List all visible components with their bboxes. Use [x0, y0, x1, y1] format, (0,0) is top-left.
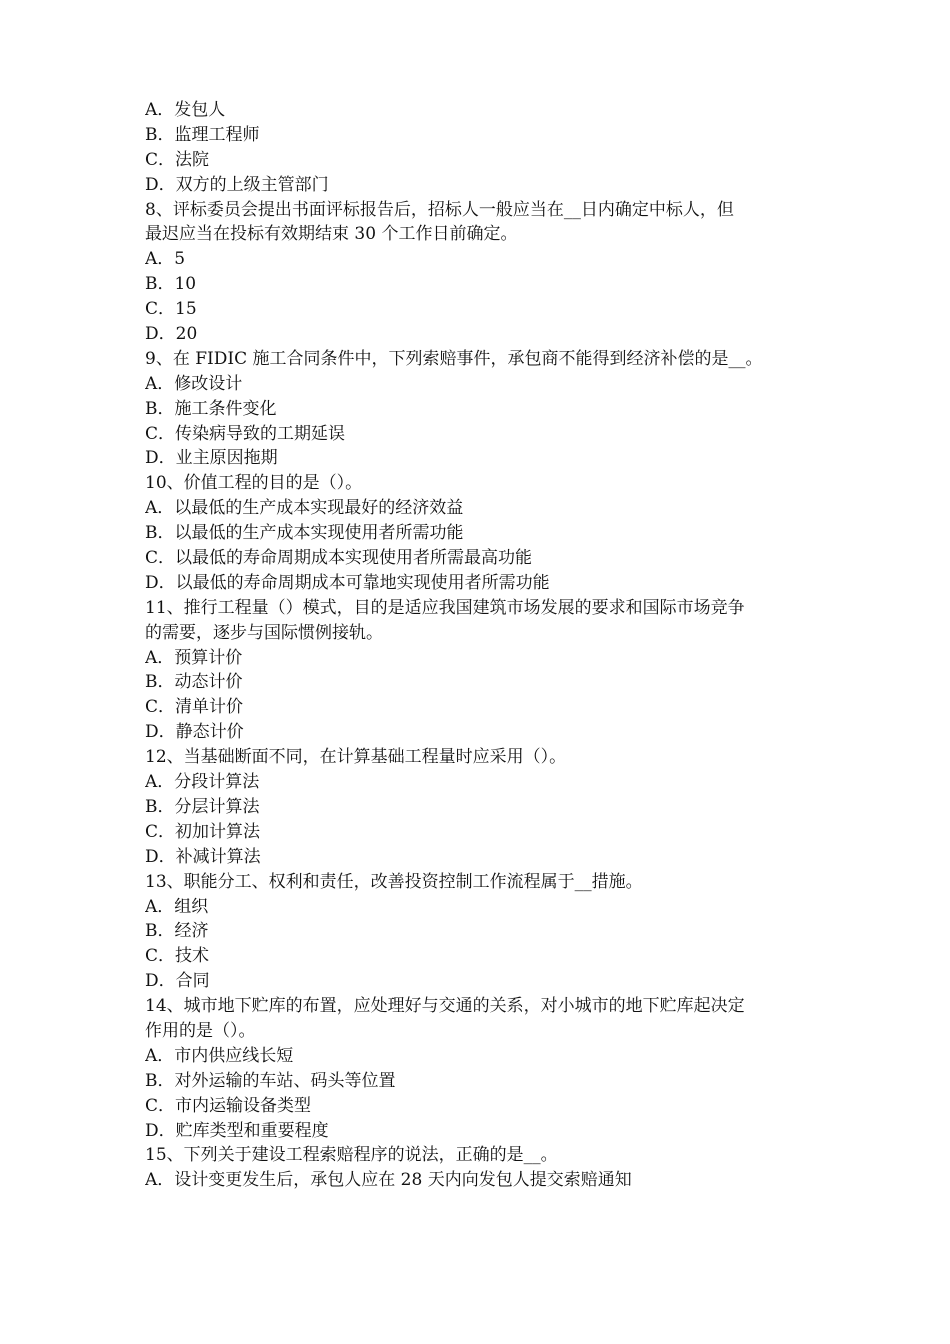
- option-line: A．市内供应线长短: [145, 1045, 294, 1066]
- option-line: B．施工条件变化: [145, 398, 277, 419]
- option-line: D．双方的上级主管部门: [145, 174, 329, 195]
- question-8-line-1: 8、评标委员会提出书面评标报告后，招标人一般应当在__日内确定中标人，但: [145, 199, 734, 220]
- question-11-line-2: 的需要，逐步与国际惯例接轨。: [145, 622, 383, 643]
- option-line: A．发包人: [145, 100, 226, 120]
- option-line: D．静态计价: [145, 722, 244, 743]
- option-line: C．法院: [145, 149, 210, 170]
- option-line: B．监理工程师: [145, 124, 260, 145]
- option-line: A．5: [145, 249, 186, 270]
- option-line: D．补减计算法: [145, 846, 261, 867]
- question-14-line-1: 14、城市地下贮库的布置，应处理好与交通的关系，对小城市的地下贮库起决定: [145, 996, 745, 1017]
- option-line: D．业主原因拖期: [145, 448, 278, 469]
- question-15: 15、下列关于建设工程索赔程序的说法，正确的是__。: [145, 1145, 558, 1166]
- question-9: 9、在 FIDIC 施工合同条件中，下列索赔事件，承包商不能得到经济补偿的是__。: [145, 348, 763, 369]
- option-line: A．修改设计: [145, 373, 243, 394]
- option-line: D．合同: [145, 971, 210, 992]
- question-8-line-2: 最迟应当在投标有效期结束 30 个工作日前确定。: [145, 224, 518, 245]
- option-line: D．20: [145, 324, 198, 345]
- option-line: B．对外运输的车站、码头等位置: [145, 1070, 396, 1091]
- option-line: A．以最低的生产成本实现最好的经济效益: [145, 498, 464, 519]
- question-11-line-1: 11、推行工程量（）模式，目的是适应我国建筑市场发展的要求和国际市场竞争: [145, 597, 745, 618]
- option-line: B．以最低的生产成本实现使用者所需功能: [145, 523, 464, 544]
- option-line: C．清单计价: [145, 697, 244, 718]
- option-line: C．以最低的寿命周期成本实现使用者所需最高功能: [145, 548, 533, 569]
- option-line: B．10: [145, 274, 197, 295]
- question-14-line-2: 作用的是（）。: [145, 1020, 256, 1041]
- option-line: D．以最低的寿命周期成本可靠地实现使用者所需功能: [145, 572, 550, 593]
- option-line: B．经济: [145, 921, 209, 942]
- question-12: 12、当基础断面不同，在计算基础工程量时应采用（）。: [145, 747, 567, 768]
- option-line: C．市内运输设备类型: [145, 1095, 312, 1116]
- option-line: A．预算计价: [145, 647, 243, 668]
- option-line: C．传染病导致的工期延误: [145, 423, 346, 444]
- option-line: A．分段计算法: [145, 772, 260, 793]
- option-line: C．15: [145, 299, 197, 320]
- option-line: B．分层计算法: [145, 796, 260, 817]
- option-line: B．动态计价: [145, 672, 243, 693]
- question-10: 10、价值工程的目的是（）。: [145, 473, 363, 494]
- option-line: C．技术: [145, 946, 210, 967]
- option-line: C．初加计算法: [145, 821, 261, 842]
- question-13: 13、职能分工、权利和责任，改善投资控制工作流程属于__措施。: [145, 871, 643, 892]
- option-line: A．组织: [145, 896, 209, 917]
- option-line: A．设计变更发生后，承包人应在 28 天内向发包人提交索赔通知: [145, 1170, 632, 1191]
- option-line: D．贮库类型和重要程度: [145, 1120, 329, 1141]
- document-page: [145, 98, 825, 1193]
